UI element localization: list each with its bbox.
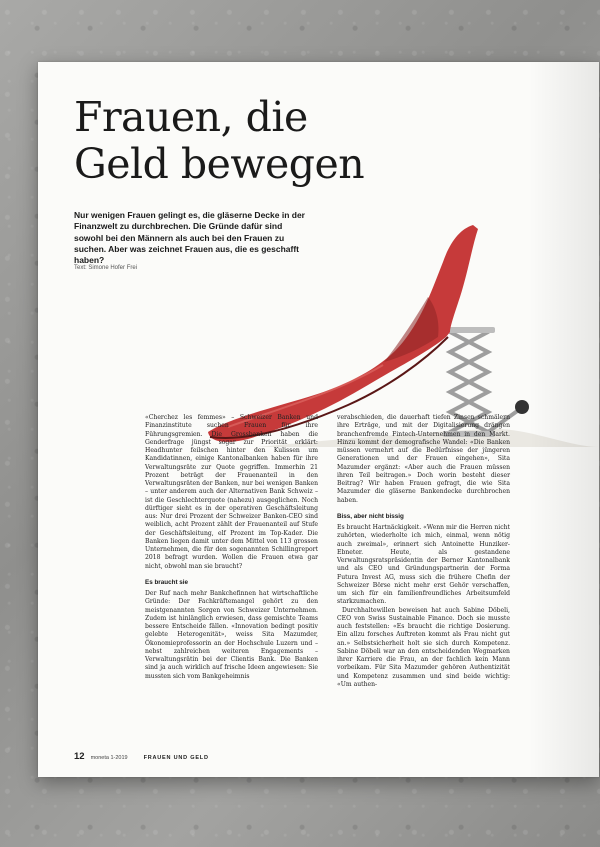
article-lead: Nur wenigen Frauen gelingt es, die gläserne Decke in der Finanzwelt zu durchbrechen. Die Gründe dafür sind sowohl bei den Männern als auch bei den Frauen zu suchen. Aber was zeichnet Frauen aus, die es geschafft haben? [74,210,305,266]
article-title-line-2: Geld bewegen [74,140,365,188]
red-high-heel-with-scissor-lift-icon [188,147,599,447]
article-title-line-1: Frauen, die [74,93,308,141]
subheading: Biss, aber nicht bissig [337,512,404,520]
body-paragraph: Es braucht Hartnäckigkeit. «Wenn mir die Herren nicht zuhörten, wiederholte ich mich, einmal, wenn nötig auch zweimal», erinnert sich Antoinette Hunziker-Ebneter. Heute, als gestandene Verwaltungsratspräsidentin der Berner Kantonalbank und als CEO und Gründungspartnerin der Forma Futura Invest AG, muss sich die frühere Chefin der Schweizer Börse nicht mehr erst Gehör verschaffen, um sich für ein familienfreundliches Arbeitsumfeld starkzumachen. [337,524,510,606]
magazine-page [38,62,599,777]
body-column-1 [145,414,318,681]
body-paragraph: Der Ruf nach mehr Bankchefinnen hat wirtschaftliche Gründe: Der Fachkräftemangel gehört zu den meistgenannten Sorgen von Schweizer Unternehmen. Zudem ist hinlänglich erwiesen, dass gemischte Teams bessere Entscheide fällen. «Innovation bedingt positiv gelebte Heterogenität», weiss Sita Mazumder, Ökonomieprofessorin an der Hochschule Luzern und – nebst zahlreichen weiteren Engagements – Verwaltungsrätin bei der Clientis Bank. Die Banken sind ja auch wirklich auf frische Ideen angewiesen: Sie mussten sich vom Bankgeheimnis [145,590,318,680]
article-byline: Text: Simone Hofer Frei [74,265,138,271]
body-paragraph: «Cherchez les femmes» – Schweizer Banken und Finanzinstitute suchen Frauen für ihre Führungsgremien. Die Grossbanken haben die Genderfrage jüngst sogar zur Priorität erklärt: Headhunter feilschen hinter den Kulissen um Kandidatinnen, einige Kantonalbanken haben für ihre Verwaltungsräte zur Quote gegriffen. Immerhin 21 Prozent beträgt der Frauenanteil in den Verwaltungsräten der Banken, nur bei wenigen Banken – unter anderem auch der Alternativen Bank Schweiz – ist die Geschlechterquote (nahezu) ausgeglichen. Noch dürftiger sieht es in der operativen Geschäftsleitung aus: Nur drei Prozent der Schweizer Banken-CEO sind weiblich, acht Prozent zählt der Frauenanteil auf Stufe der Geschäftsleitung, elf Prozent im Top-Kader. Die Banken liegen damit unter dem Mittel von 113 grossen Unternehmen, die für den sogenannten Schillingreport 2018 befragt wurden. Wollen die Frauen etwa gar nicht, obwohl man sie braucht? [145,414,318,570]
page-footer [74,751,209,763]
lift-handle-knob [515,400,529,414]
body-paragraph: verabschieden, die dauerhaft tiefen Zinsen schmälern ihre Erträge, und mit der Digitalisierung drängen branchenfremde Fintech-Unternehmen in den Markt. Hinzu kommt der demografische Wandel: «Die Banken müssen vermehrt auf die Bedürfnisse der jüngeren Generationen und der Frauen eingehen», Sita Mazumder ergänzt: «Aber auch die Frauen müssen ihren Teil beitragen.» Doch worin besteht dieser Beitrag? Wir haben Frauen gefragt, die wie Sita Mazumder die gläserne Bankendecke durchbrochen haben. [337,414,510,504]
subheading: Es braucht sie [145,578,189,586]
section-name: FRAUEN UND GELD [143,755,209,761]
body-paragraph: Durchhaltewillen beweisen hat auch Sabine Döbeli, CEO von Swiss Sustainable Finance. Doch sie musste auch feststellen: «Es braucht die richtige Dosierung. Ein allzu forsches Auftreten kommt als Frau nicht gut an.» Selbstsicherheit holt sie sich durch Kompetenz. Sabine Döbeli war an den entscheidenden Wegmarken ihrer Karriere die Frau, an der fachlich kein Mann vorbeikam. Für Sita Mazumder gehören Authentizität und Kompetenz zusammen und sind beide wichtig: «Um authen- [337,606,510,688]
magazine-issue: moneta 1-2019 [90,755,128,761]
body-column-2 [337,414,510,689]
page-number: 12 [74,751,85,762]
